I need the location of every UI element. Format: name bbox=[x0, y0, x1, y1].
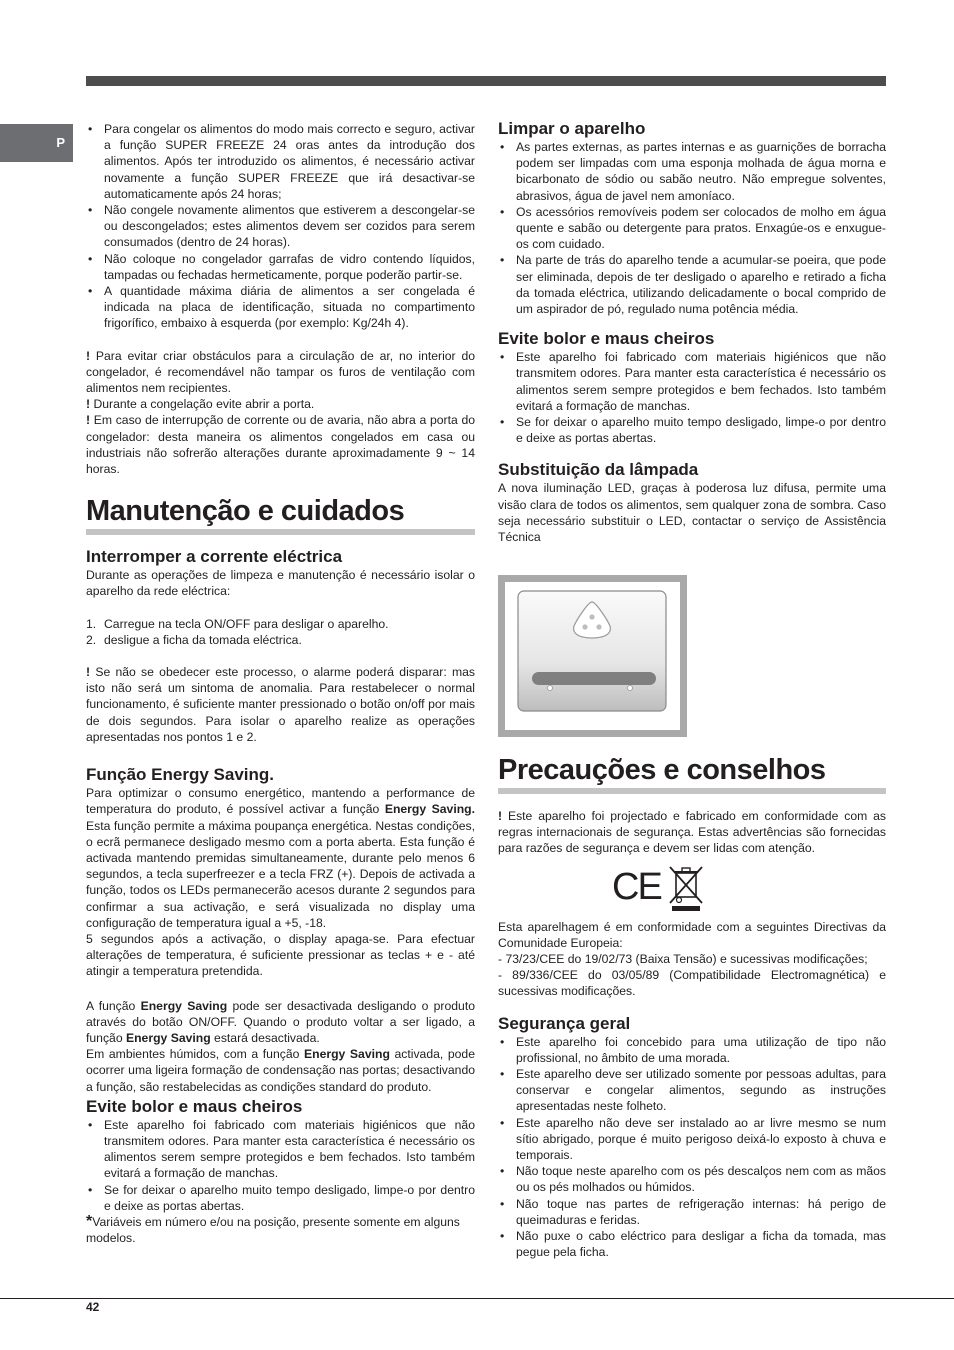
right-column bbox=[498, 119, 886, 545]
text-run: estará desactivada. bbox=[210, 1030, 320, 1045]
paragraph: 5 segundos após a activação, o display apaga-se. Para efectuar alterações de temperatura, é suficiente pressionar as teclas + e - até atingir a temperatura pretendida. bbox=[86, 931, 475, 979]
cleaning-list bbox=[498, 139, 886, 317]
hygiene-list bbox=[498, 349, 886, 446]
step-text: desligue a ficha da tomada eléctrica. bbox=[104, 632, 302, 647]
footnote-mark: * bbox=[86, 1212, 93, 1230]
page-number: 42 bbox=[86, 1300, 100, 1314]
list-item: • Se for deixar o aparelho muito tempo desligado, limpe-o por dentro e deixe as portas abertas. bbox=[86, 1182, 475, 1214]
warning-note bbox=[86, 412, 475, 477]
language-tab-label: P bbox=[56, 135, 65, 150]
note-text: Em caso de interrupção de corrente ou de avaria, não abra a porta do congelador: desta maneira os alimentos congelados em casa ou industriais não sofrerão alterações durante aproximadamente 9 ~ 14 horas. bbox=[86, 413, 475, 477]
paragraph bbox=[86, 1046, 475, 1095]
text-run: pode ser desactivada desligando o produto através do botão ON/OFF. Quando o produto voltar a ser ligado, a função bbox=[86, 998, 475, 1045]
section-title: Manutenção e cuidados bbox=[86, 495, 405, 528]
precautions-section bbox=[498, 754, 886, 1260]
list-item: • As partes externas, as partes internas e as guarnições de borracha podem ser limpadas com uma esponja molhada de água morna e bicarbonato de sódio ou sabão neutro. Não empregue solventes, abrasivos, água de javel nem amoníaco. bbox=[498, 139, 886, 204]
text-run-bold: Energy Saving bbox=[140, 998, 228, 1013]
weee-bin-icon bbox=[666, 861, 706, 913]
subsection-title: Interromper a corrente eléctrica bbox=[86, 547, 343, 567]
subsection-title: Evite bolor e maus cheiros bbox=[498, 329, 715, 349]
subsection-title: Substituição da lâmpada bbox=[498, 460, 699, 480]
ce-mark-icon: CE bbox=[612, 865, 661, 908]
left-column bbox=[86, 121, 475, 1246]
list-item: • Para congelar os alimentos do modo mais correcto e seguro, activar a função SUPER FREEZE 24 oras antes da introdução dos alimentos. Após ter introduzido os alimentos, é necessário activar novamente a função SUPER FREEZE que irá desactivar-se automaticamente após 24 horas; bbox=[86, 121, 475, 202]
freezing-tips-list bbox=[86, 121, 475, 332]
step-number: 1. bbox=[86, 616, 97, 631]
section-title: Precauções e conselhos bbox=[498, 754, 826, 786]
list-item: • A quantidade máxima diária de alimentos a ser congelada é indicada na placa de identificação, situada no compartimento frigorífico, embaixo à esquerda (por exemplo: Kg/24h 4). bbox=[86, 283, 475, 332]
warning-note bbox=[86, 396, 475, 412]
header-bar bbox=[86, 76, 886, 86]
step-number: 2. bbox=[86, 632, 97, 647]
warning-note bbox=[498, 808, 886, 857]
list-item bbox=[86, 616, 475, 632]
text-run-bold: Energy Saving bbox=[304, 1047, 390, 1062]
list-item: • Na parte de trás do aparelho tende a acumular-se poeira, que pode ser eliminada, depois de ter desligado o aparelho e retirado a ficha da tomada eléctrica, utilizando delicadamente o bocal comprido de um aspirador de pó, regulado numa potência média. bbox=[498, 252, 886, 317]
text-run: Esta função permite a máxima poupança energética. Nestas condições, o ecrã permanece desligado mesmo com a porta aberta. Esta função é activada mantendo premidas simultaneamente, durante pelo menos 6 segundos, a tecla superfreezer e a tecla FRZ (+). Depois de activada a função, todos os LEDs permanecerão acesos durante 2 segundos para confirmar a sua activação, e será visualizada no display uma configuração de temperatura igual a +5, -18. bbox=[86, 818, 475, 930]
warning-mark: ! bbox=[86, 665, 91, 680]
list-item: • Este aparelho não deve ser instalado ao ar livre mesmo se num sítio abrigado, porque é muito perigoso deixá-lo exposto à chuva e temporais. bbox=[498, 1115, 886, 1164]
paragraph: A nova iluminação LED, graças à poderosa luz difusa, permite uma visão clara de todos os alimentos, sem qualquer zona de sombra. Caso seja necessário substituir o LED, contactar o serviço de Assistência Técnica bbox=[498, 481, 886, 545]
list-item: • Este aparelho foi fabricado com materiais higiénicos que não transmitem odores. Para manter esta característica é necessário os alimentos serem sempre protegidos e bem fechados. Isto também evitará a formação de manchas. bbox=[498, 349, 886, 414]
led-illustration bbox=[498, 575, 687, 737]
list-item: • Não toque nas partes de refrigeração internas: há perigo de queimaduras e feridas. bbox=[498, 1196, 886, 1228]
footnote bbox=[86, 1214, 475, 1246]
warning-mark: ! bbox=[86, 397, 91, 412]
warning-mark: ! bbox=[498, 809, 503, 823]
paragraph bbox=[86, 998, 475, 1047]
text-run: Em ambientes húmidos, com a função bbox=[86, 1047, 304, 1062]
list-item: • Não toque neste aparelho com os pés descalços nem com as mãos ou os pés molhados ou húmidos. bbox=[498, 1163, 886, 1195]
note-text: Para evitar criar obstáculos para a circulação de ar, no interior do congelador, é recomendável não tampar os furos de ventilação com alimentos nem recipientes. bbox=[86, 348, 475, 396]
language-tab bbox=[0, 124, 73, 162]
directive-item: - 73/23/CEE do 19/02/73 (Baixa Tensão) e sucessivas modificações; bbox=[498, 952, 868, 967]
hygiene-list bbox=[86, 1117, 475, 1214]
list-item: • Não congele novamente alimentos que estiverem a descongelar-se ou descongelados; estes alimentos devem ser cozidos para serem consumados (dentro de 24 horas). bbox=[86, 202, 475, 251]
text-run-bold: Energy Saving. bbox=[384, 802, 475, 817]
note-text: Se não se obedecer este processo, o alarme poderá disparar: mas isto não será um sintoma de anomalia. Para restabelecer o normal funcionamento, é suficiente manter pressionado o botão on/off por mais de dois segundos. Para isolar o aparelho realize as operações apresentadas nos pontos 1 e 2. bbox=[86, 665, 475, 744]
warning-mark: ! bbox=[86, 413, 91, 428]
subsection-title: Função Energy Saving. bbox=[86, 765, 274, 785]
footnote-text: Variáveis em número e/ou na posição, presente somente em alguns modelos. bbox=[86, 1214, 460, 1246]
note-text: Este aparelho foi projectado e fabricado em conformidade com as regras internacionais de segurança. Estas advertências são fornecidas para razões de segurança e devem ser lidas com atenção. bbox=[498, 809, 886, 856]
footer-rule bbox=[0, 1298, 954, 1299]
conformity-marks bbox=[498, 857, 886, 919]
subsection-title: Evite bolor e maus cheiros bbox=[86, 1096, 303, 1116]
subsection-title: Limpar o aparelho bbox=[498, 119, 646, 138]
text-run: activada, pode ocorrer uma ligeira formação de condensação nas portas; desactivando a função, são restabelecidas as condições standard do produto. bbox=[86, 1047, 475, 1094]
list-item: • Este aparelho deve ser utilizado somente por pessoas adultas, para conservar e congelar alimentos, segundo as instruções apresentadas neste folheto. bbox=[498, 1066, 886, 1115]
safety-list bbox=[498, 1034, 886, 1261]
paragraph: Durante as operações de limpeza e manutenção é necessário isolar o aparelho da rede eléctrica: bbox=[86, 568, 475, 599]
note-text: Durante a congelação evite abrir a porta. bbox=[93, 397, 315, 412]
subsection-title: Segurança geral bbox=[498, 1013, 631, 1033]
steps-list bbox=[86, 616, 475, 648]
list-item: • Este aparelho foi fabricado com materiais higiénicos que não transmitem odores. Para manter esta característica é necessário os alimentos serem sempre protegidos e bem fechados. Isto também evitará a formação de manchas. bbox=[86, 1117, 475, 1182]
directive-item: - 89/336/CEE do 03/05/89 (Compatibilidade Electromagnética) e sucessivas modificações. bbox=[498, 968, 886, 999]
list-item: • Este aparelho foi concebido para uma utilização de tipo não profissional, no âmbito de uma morada. bbox=[498, 1034, 886, 1066]
list-item: • Não coloque no congelador garrafas de vidro contendo líquidos, tampadas ou fechadas hermeticamente, porque poderão partir-se. bbox=[86, 251, 475, 283]
warning-note bbox=[86, 348, 475, 397]
paragraph: Esta aparelhagem é em conformidade com a seguintes Directivas da Comunidade Europeia: bbox=[498, 919, 886, 950]
paragraph bbox=[86, 785, 475, 931]
list-item: • Os acessórios removíveis podem ser colocados de molho em água quente e sabão ou detergente para pratos. Enxagúe-os e enxugue-os com cuidado. bbox=[498, 204, 886, 253]
list-item bbox=[86, 632, 475, 648]
warning-note bbox=[86, 664, 475, 745]
list-item: • Se for deixar o aparelho muito tempo desligado, limpe-o por dentro e deixe as portas abertas. bbox=[498, 414, 886, 446]
warning-mark: ! bbox=[86, 348, 91, 363]
text-run: A função bbox=[86, 998, 141, 1013]
led-panel-image bbox=[498, 575, 687, 737]
list-item: • Não puxe o cabo eléctrico para desligar a ficha da tomada, mas pegue pela ficha. bbox=[498, 1228, 886, 1260]
text-run-bold: Energy Saving bbox=[125, 1030, 211, 1045]
step-text: Carregue na tecla ON/OFF para desligar o aparelho. bbox=[104, 616, 389, 631]
text-run: Para optimizar o consumo energético, mantendo a performance de temperatura do produto, é possível activar a função bbox=[86, 786, 475, 817]
